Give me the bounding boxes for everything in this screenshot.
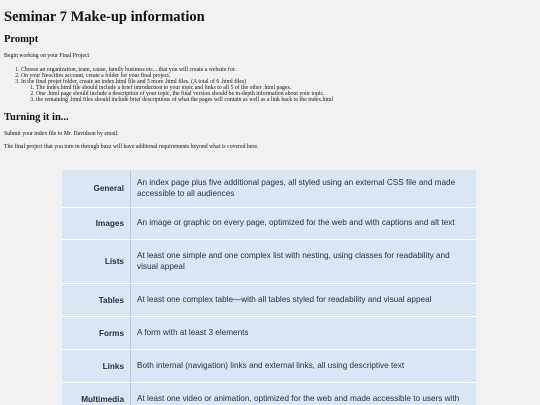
requirement-description: At least one video or animation, optimized for the web and made accessible to users with <box>131 383 477 405</box>
steps-list <box>4 67 536 103</box>
step-item <box>21 79 536 103</box>
requirement-category: Links <box>62 350 131 383</box>
document-page <box>4 0 536 151</box>
requirement-description: An index page plus five additional pages, all styled using an external CSS file and made accessible to all audiences <box>131 170 477 208</box>
table-row <box>62 208 476 240</box>
step-text: In the final projet folder, create an index.html file and 5 more .html files. (A total of 6 .html files) <box>21 79 247 85</box>
requirement-category: Forms <box>62 317 131 350</box>
step-text: On your Neocities account, create a folder for your final project. <box>21 73 171 79</box>
requirement-description: At least one simple and one complex list with nesting, using classes for readability and visual appeal <box>131 240 477 284</box>
table-row <box>62 350 476 383</box>
requirement-description: At least one complex table—with all tables styled for readability and visual appeal <box>131 284 477 317</box>
step-text: Choose an organization, team, cause, family business etc... that you will create a website for. <box>21 67 236 73</box>
table-row <box>62 170 476 208</box>
table-row <box>62 383 476 405</box>
table-row <box>62 284 476 317</box>
turning-in-heading: Turning it in... <box>4 112 69 123</box>
requirement-description: A form with at least 3 elements <box>131 317 477 350</box>
prompt-heading: Prompt <box>4 34 39 45</box>
requirement-category: Images <box>62 208 131 240</box>
page-title: Seminar 7 Make-up information <box>4 9 205 25</box>
substep-item: 1. The index.html file should include a brief introduction to your topic and links to all 5 of the other .html pages. <box>36 85 536 91</box>
table-row <box>62 240 476 284</box>
requirement-category: Lists <box>62 240 131 284</box>
requirement-description: An image or graphic on every page, optimized for the web and with captions and alt text <box>131 208 477 240</box>
requirements-table <box>62 170 476 405</box>
substep-item: 3. the remaining .html files should include brief descriptions of what the pages will contain as well as a link back to the index.html <box>36 97 536 103</box>
table-row <box>62 317 476 350</box>
final-project-text: The final project that you turn in through buzz will have additonal requirements beyond what is covered here. <box>4 144 259 150</box>
requirement-category: Multimedia <box>62 383 131 405</box>
intro-text: Begin working on your Final Project <box>4 53 90 59</box>
requirement-category: General <box>62 170 131 208</box>
requirement-category: Tables <box>62 284 131 317</box>
substep-item: 2. One .html page should include a description of your topic, the final version should be in-depth information about your topic. <box>36 91 536 97</box>
substeps-list <box>21 85 536 103</box>
submit-text: Submit your index file to Mr. Davidson by email. <box>4 131 119 137</box>
requirement-description: Both internal (navigation) links and external links, all using descriptive text <box>131 350 477 383</box>
